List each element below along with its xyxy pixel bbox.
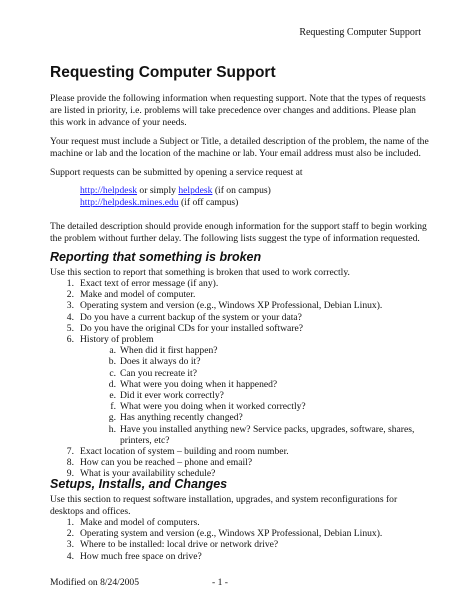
list-item: 3. Where to be installed: local drive or network drive? [66,539,279,551]
helpdesk-link[interactable]: http://helpdesk [80,185,138,196]
sublist-item: g. Has anything recently changed? [108,412,243,424]
list-item: 4. How much free space on drive? [66,550,202,562]
link-connector-text: or simply [137,185,179,196]
list-item: 2. Operating system and version (e.g., Windows XP Professional, Debian Linux). [66,528,383,540]
list-item: 6. History of problem a. When did it first happen? b. Does it always do it? c. Can you recreate it? d. What were you doing when it happened? e. Did it ever work correctly? f. What were you doing when it worked correctly? g. Has anything recently changed? h. Have you installed anything new? Service packs, upgrades, software, shares, printers, etc? [50,334,450,446]
list-item: 4. Do you have a current backup of the system or your data? [66,311,302,323]
page-title: Requesting Computer Support [50,64,276,81]
on-campus-note: (if on campus) [212,185,271,196]
list-item: 3. Operating system and version (e.g., Windows XP Professional, Debian Linux). [66,300,383,312]
modified-date: Modified on 8/24/2005 [50,577,140,588]
running-header: Requesting Computer Support [299,27,421,38]
section2-lead: Use this section to request software installation, upgrades, and system reconfigurations for desktops and offices. [50,494,398,517]
section-heading-broken: Reporting that something is broken [50,250,262,264]
sublist-item: e. Did it ever work correctly? [109,390,224,402]
offcampus-link-line [80,197,271,209]
intro-paragraph-2: Your request must include a Subject or Title, a detailed description of the problem, the name of the machine or lab and the location of the machine or lab. Your email address must also be included. [50,136,429,159]
list-item: 5. Do you have the original CDs for your installed software? [66,322,303,334]
campus-link-line [80,185,271,197]
sublist-item: b. Does it always do it? [108,356,201,368]
sublist-item: h. Have you installed anything new? Service packs, upgrades, software, shares, printers, etc? [108,423,415,446]
helpdesk-short-link[interactable]: helpdesk [178,185,213,196]
sublist-item: f. What were you doing when it worked correctly? [110,401,306,413]
list-item: 1. Exact text of error message (if any). [66,278,219,289]
sublist-item: c. Can you recreate it? [109,367,197,379]
setup-checklist [50,517,450,562]
section-heading-setups: Setups, Installs, and Changes [50,477,228,491]
list-item: 7. Exact location of system – building and room number. [66,446,289,458]
off-campus-note: (if off campus) [178,197,239,208]
detail-paragraph: The detailed description should provide enough information for the support staff to begin working the problem without further delay. The following lists suggest the type of information requested. [50,221,427,244]
section1-lead: Use this section to report that something is broken that used to work correctly. [50,267,350,278]
helpdesk-mines-link[interactable]: http://helpdesk.mines.edu [80,197,179,208]
history-sublist [80,345,450,446]
list-item: 9. What is your availability schedule? [66,468,216,480]
intro-paragraph-3: Support requests can be submitted by opening a service request at [50,167,303,178]
list-item: 1. Make and model of computers. [66,517,200,528]
helpdesk-links [80,185,271,209]
list-item: 8. How can you be reached – phone and email? [66,457,253,469]
intro-paragraph-1: Please provide the following information when requesting support. Note that the types of requests are listed in priority, i.e. problems will take precedence over changes and additions. Please plan this work in advance of your needs. [50,93,426,128]
sublist-item: a. When did it first happen? [109,345,218,357]
page-number: - 1 - [212,577,228,588]
list-item: 2. Make and model of computer. [66,289,196,301]
sublist-item: d. What were you doing when it happened? [108,378,278,390]
broken-checklist [50,278,450,480]
